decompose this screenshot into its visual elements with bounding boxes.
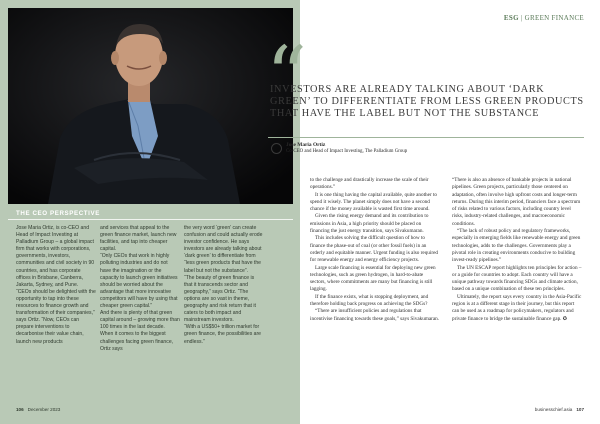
page-number: 107 [576,407,584,412]
section-header [504,14,584,22]
body-paragraph: Given the rising energy demand and its contribution to emissions in Asia, a high priority should be placed on financing the just energy transition, says Sivakumaran. [310,213,429,235]
body-column-1 [310,177,440,323]
sidebar-column-2 [100,225,180,353]
sidebar-paragraph: “With a US$50+ trillion market for green finance, the possibilities are endless.” [184,324,262,345]
right-folio [535,407,584,412]
sidebar-paragraph: “CEOs should be delighted with the opportunity to tap into these resources to finance growth and transformation of their companies,” says Ortiz. “Now, CEOs can prepare interventions to decarbonise their value chain, launch new products [16,288,96,345]
sidebar-paragraph: and services that appeal to the green finance market, launch new facilities, and tap into cheaper capital. [100,225,177,253]
sidebar-column-3 [184,225,264,346]
sidebar-paragraph: “The beauty of green finance is that it transcends sector and geography,” says Ortiz. “The options are so vast in theme, geography and risk return that it caters to both impact and mainstream investors. [184,274,256,324]
body-paragraph: “There is also an absence of bankable projects in national pipelines. Green projects, particularly those centered on adaptation, often involve high upfront costs and longer-term returns. During this interim period, financiers face a spectrum of risks related to various factors, including country level risks, industry-related challenges, and macroeconomic conditions. [452,177,581,227]
pull-quote: INVESTORS ARE ALREADY TALKING ABOUT ‘DARK GREEN’ TO DIFFERENTIATE FROM LESS GREEN PRODUCTS THAT HAVE THE LABEL BUT NOT THE SUBSTANCE [270,84,584,119]
byline-name: Jose Maria Ortiz [286,142,326,148]
body-paragraph: This includes solving the difficult question of how to finance the phase-out of coal (or other fossil fuels) in an orderly and equitable manner. Urgent funding is also required for renewable energy and energy efficiency projects. [310,235,438,264]
body-paragraph: The UN ESCAP report highlights ten principles for action – or a guide for countries to adopt. Each country will have a unique pathway towards financing SDGs and climate action, based on a unique combination of these ten principles. [452,264,582,293]
sidebar-paragraph: When it comes to the biggest challenges facing green finance, Ortiz says [100,331,174,352]
body-paragraph: Ultimately, the report says every country in the Asia-Pacific region is at a different stage in their journey, but this report can be used as a roadmap for policymakers, regulators and private finance to bridge the sustainable finance gap. ✪ [452,293,582,322]
site-name: businesschief.asia [534,407,573,412]
body-paragraph: It is one thing having the capital available, quite another to spend it wisely. The planet simply does not have a second chance if the money available is wasted first time around. [310,191,438,213]
body-column-2 [452,177,582,323]
section-separator: | [520,14,523,22]
portrait-photo [8,8,293,204]
body-paragraph: “The lack of robust policy and regulatory frameworks, especially in emerging fields like renewable energy and green technologies, adds to the challenges. Governments play a pivotal role in creating environments conducive to building invest-ready pipelines.” [452,228,581,264]
body-paragraph: If the finance exists, what is stopping deployment, and therefore holding back progress on achieving the SDGs? [310,293,429,308]
body-paragraph: Large scale financing is essential for deploying new green technologies, such as green hydrogen, in hard-to-abate sectors, where commitments are many but financing is still lagging. [310,264,436,293]
sidebar-column-1 [16,225,96,346]
person-icon [271,143,282,154]
body-paragraph: to the challenge and drastically increase the scale of their operations.” [310,177,429,191]
sidebar-divider [8,219,293,220]
sidebar-paragraph: Jose Maria Ortiz, is co-CEO and Head of Impact Investing at Palladium Group – a global impact firm that works with corporations, governments, investors, communities and civil society in 90 countries, and has corporate offices in Brisbane, Canberra, Jakarta, Sydney, and Pune. [16,225,95,288]
sidebar-heading: THE CEO PERSPECTIVE [16,210,100,217]
sidebar-paragraph: “Only CEOs that work in highly polluting industries and do not have the imagination or the capacity to launch green initiatives should be worried about the advantage that more innovative competitors will have by using that cheaper green capital.” [100,253,178,310]
byline-role: Co-CEO and Head of Impact Investing, The Palladium Group [286,149,408,154]
sidebar-text [16,225,286,405]
page-number: 106 [16,407,24,412]
body-paragraph: “There are insufficient policies and regulations that incentivise financing towards these goals,” says Sivakumaran. [310,308,440,322]
sidebar-paragraph: the very word ‘green’ can create confusion and could actually erode investor confidence. He says investors are already talking about ‘dark green’ to differentiate from “less green products that have the label but not the substance”. [184,225,263,274]
issue-date: December 2023 [27,407,61,412]
portrait-illustration [8,8,293,204]
section-name: GREEN FINANCE [524,14,584,22]
section-tag: ESG [503,14,519,22]
sidebar-paragraph: And there is plenty of that green capital around – growing more than 100 times in the last decade. [100,310,180,331]
quote-mark-icon: “ [266,29,307,122]
left-folio [16,407,60,412]
pull-quote-divider [268,137,584,138]
